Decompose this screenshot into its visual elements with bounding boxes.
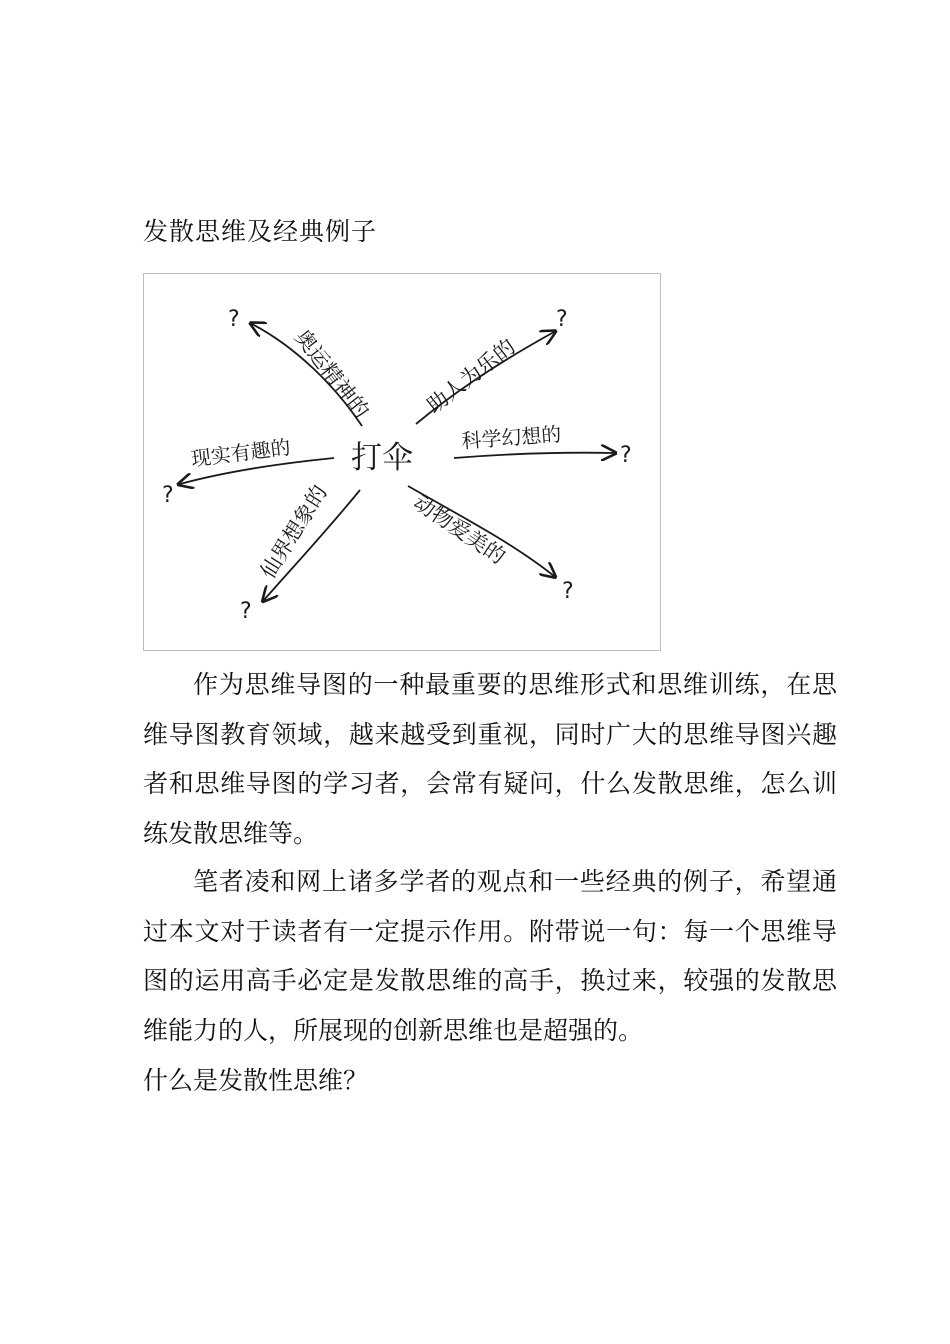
mind-map-figure <box>143 273 661 651</box>
branch-end-lower-right: ? <box>562 579 574 604</box>
section-subheading: 什么是发散性思维？ <box>143 1066 369 1095</box>
branch-end-left: ? <box>162 483 174 508</box>
branch-end-upper-left: ? <box>228 307 240 332</box>
body-paragraph: 作为思维导图的一种最重要的思维形式和思维训练，在思维导图教育领域，越来越受到重视，同时广大的思维导图兴趣者和思维导图的学习者，会常有疑问，什么发散思维，怎么训练发散思维等。 <box>143 670 837 848</box>
branch-label-left: 现实有趣的 <box>189 434 292 471</box>
document-title: 发散思维及经典例子 <box>143 217 378 246</box>
mind-map-center: 打伞 <box>351 440 413 476</box>
branch-label-right: 科学幻想的 <box>460 422 563 453</box>
branch-arrow-right <box>454 453 614 458</box>
branch-label-upper-right: 助人为乐的 <box>422 334 520 418</box>
branch-end-upper-right: ? <box>556 307 568 332</box>
body-paragraph: 笔者凌和网上诸多学者的观点和一些经典的例子，希望通过本文对于读者有一定提示作用。附带说一句：每一个思维导图的运用高手必定是发散思维的高手，换过来，较强的发散思维能力的人，所展现的创新思维也是超强的。 <box>143 867 837 1045</box>
branch-label-lower-left: 仙界想象的 <box>255 480 332 583</box>
branch-end-right: ? <box>620 443 632 468</box>
mind-map-drawing <box>144 274 660 650</box>
branch-end-lower-left: ? <box>240 599 252 624</box>
branch-label-upper-left: 奥运精神的 <box>290 325 374 423</box>
branch-label-lower-right: 动物爱美的 <box>409 490 510 569</box>
